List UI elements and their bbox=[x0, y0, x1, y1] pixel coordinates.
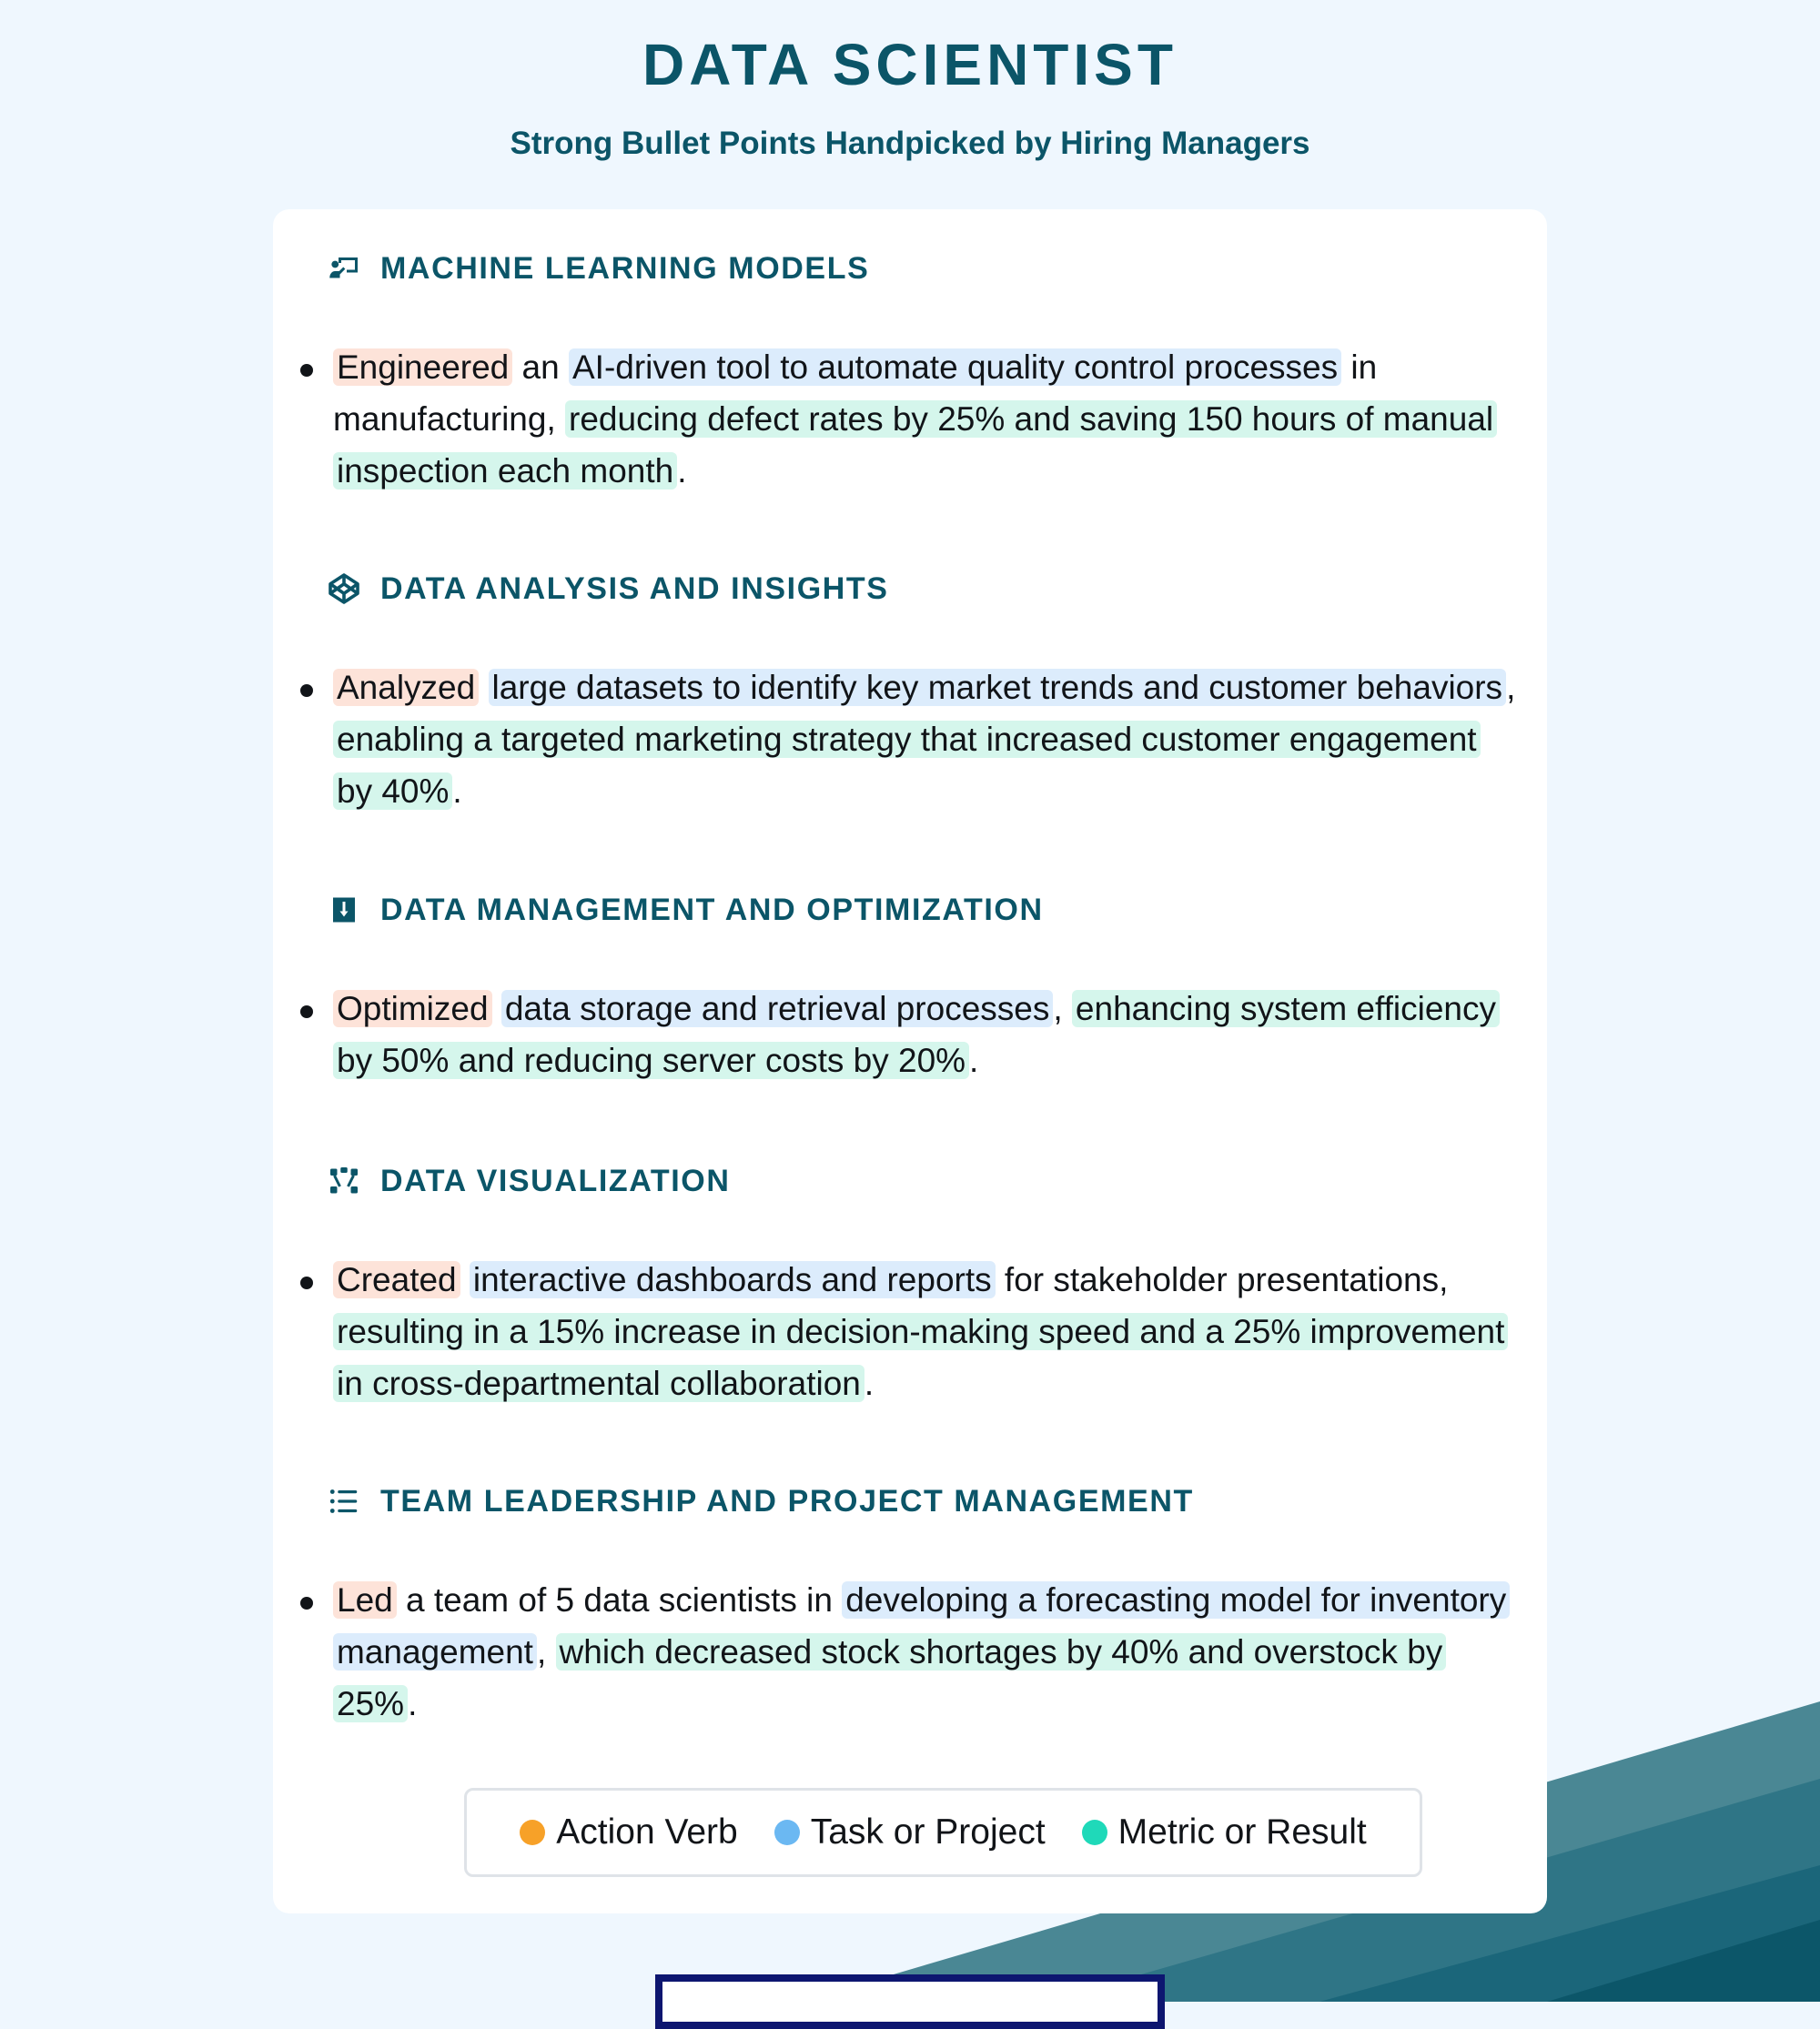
page-title: DATA SCIENTIST bbox=[642, 32, 1178, 97]
page-subtitle: Strong Bullet Points Handpicked by Hiring Managers bbox=[510, 126, 1310, 161]
action-verb: Engineered bbox=[333, 348, 512, 386]
task-or-project: data storage and retrieval processes bbox=[501, 990, 1054, 1027]
section-header bbox=[326, 1163, 731, 1199]
section-header bbox=[326, 892, 1044, 928]
legend-label: Metric or Result bbox=[1117, 1812, 1367, 1852]
metric-or-result: which decreased stock shortages by 40% and overstock by 25% bbox=[333, 1633, 1446, 1722]
plain-text bbox=[460, 1261, 470, 1298]
section-title: DATA ANALYSIS AND INSIGHTS bbox=[380, 571, 889, 606]
bullet-dot bbox=[300, 364, 313, 377]
task-or-project: large datasets to identify key market trends and customer behaviors bbox=[489, 669, 1507, 706]
metric-or-result-dot bbox=[1082, 1820, 1107, 1845]
plain-text: . bbox=[452, 772, 462, 810]
legend-item-task-or-project bbox=[774, 1812, 1046, 1852]
plain-text: , bbox=[1053, 990, 1072, 1027]
storage-icon bbox=[326, 892, 362, 928]
bullet-text bbox=[333, 1574, 1520, 1730]
bullet-item bbox=[300, 341, 1520, 497]
metric-or-result: resulting in a 15% increase in decision-making speed and a 25% improvement in cross-departmental collaboration bbox=[333, 1313, 1508, 1402]
task-or-project-dot bbox=[774, 1820, 800, 1845]
plain-text: , bbox=[536, 1633, 556, 1671]
page-header bbox=[0, 27, 1820, 162]
plain-text: , bbox=[1506, 669, 1516, 706]
bullet-text bbox=[333, 983, 1520, 1086]
section-title: DATA VISUALIZATION bbox=[380, 1164, 731, 1198]
bullet-dot bbox=[300, 1277, 313, 1289]
plain-text: . bbox=[677, 452, 687, 490]
plain-text: for stakeholder presentations, bbox=[995, 1261, 1449, 1298]
bullet-points-card bbox=[273, 209, 1547, 1913]
bullet-item bbox=[300, 1574, 1520, 1730]
plain-text bbox=[492, 990, 501, 1027]
section-header bbox=[326, 250, 869, 287]
legend-item-action-verb bbox=[520, 1812, 737, 1852]
action-verb-dot bbox=[520, 1820, 545, 1845]
section-title: TEAM LEADERSHIP AND PROJECT MANAGEMENT bbox=[380, 1484, 1194, 1519]
action-verb: Led bbox=[333, 1581, 397, 1619]
plain-text: an bbox=[512, 348, 569, 386]
plain-text: . bbox=[408, 1685, 418, 1722]
network-nodes-icon bbox=[326, 1163, 362, 1199]
presentation-icon bbox=[326, 250, 362, 287]
plain-text: . bbox=[969, 1042, 979, 1079]
task-or-project: AI-driven tool to automate quality control processes bbox=[569, 348, 1341, 386]
action-verb: Analyzed bbox=[333, 669, 479, 706]
bullet-item bbox=[300, 1254, 1520, 1409]
task-or-project: interactive dashboards and reports bbox=[470, 1261, 996, 1298]
metric-or-result: reducing defect rates by 25% and saving 150 hours of manual inspection each month bbox=[333, 400, 1497, 490]
action-verb: Optimized bbox=[333, 990, 492, 1027]
metric-or-result: enabling a targeted marketing strategy that increased customer engagement by 40% bbox=[333, 721, 1481, 810]
action-verb: Created bbox=[333, 1261, 460, 1298]
bullet-item bbox=[300, 983, 1520, 1086]
plain-text: . bbox=[864, 1365, 875, 1402]
legend-label: Task or Project bbox=[810, 1812, 1046, 1852]
section-title: DATA MANAGEMENT AND OPTIMIZATION bbox=[380, 893, 1044, 927]
bullet-item bbox=[300, 661, 1520, 817]
bullet-text bbox=[333, 341, 1520, 497]
bottom-button[interactable] bbox=[655, 1974, 1165, 2029]
section-header bbox=[326, 1483, 1194, 1519]
bullet-text bbox=[333, 661, 1520, 817]
metric-or-result: enhancing system efficiency by 50% and reducing server costs by 20% bbox=[333, 990, 1500, 1079]
section-header bbox=[326, 570, 889, 607]
plain-text: in manufacturing, bbox=[333, 348, 1378, 438]
legend-label: Action Verb bbox=[556, 1812, 738, 1852]
codepen-cube-icon bbox=[326, 570, 362, 607]
highlight-legend bbox=[464, 1788, 1422, 1877]
plain-text bbox=[479, 669, 488, 706]
task-or-project: developing a forecasting model for inventory management bbox=[333, 1581, 1510, 1671]
bullet-dot bbox=[300, 684, 313, 697]
list-icon bbox=[326, 1483, 362, 1519]
bullet-dot bbox=[300, 1005, 313, 1018]
bullet-dot bbox=[300, 1597, 313, 1610]
plain-text: a team of 5 data scientists in bbox=[396, 1581, 843, 1619]
section-title: MACHINE LEARNING MODELS bbox=[380, 251, 870, 286]
bullet-text bbox=[333, 1254, 1520, 1409]
legend-item-metric-or-result bbox=[1082, 1812, 1367, 1852]
